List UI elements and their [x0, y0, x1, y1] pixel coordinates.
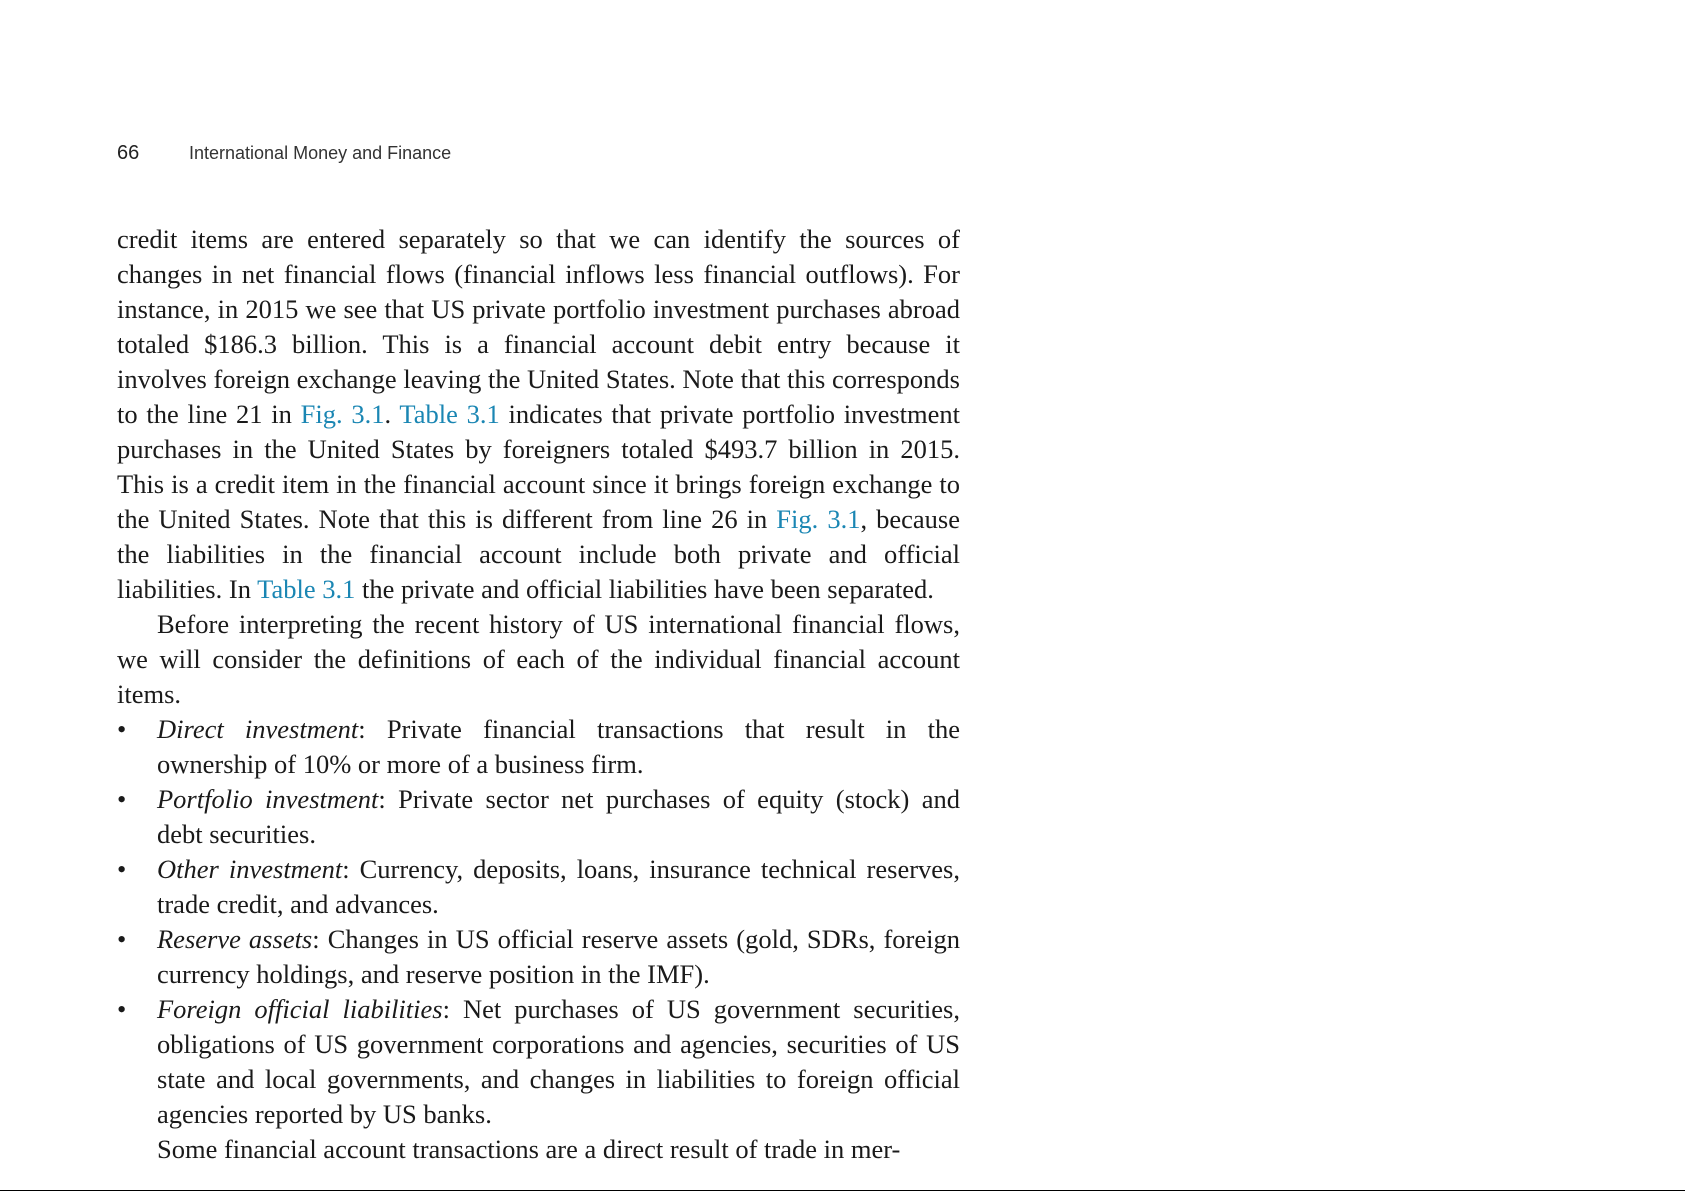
- running-title: International Money and Finance: [189, 143, 452, 163]
- paragraph-text: , because the liabilities in the financial account include both private and official liabilities. In: [117, 504, 960, 604]
- list-item: [117, 782, 960, 852]
- paragraph-text: credit items are entered separately so that we can identify the sources of changes in net financial flows (financial inflows less financial outflows). For instance, in 2015 we see that US private portfolio investment purchases abroad totaled $186.3 billion. This is a financial account debit entry because it involves foreign exchange leaving the United States. Note that this corresponds to the line 21 in: [117, 224, 960, 429]
- body-text: [117, 222, 960, 1167]
- paragraph-text: the private and official liabilities have been separated.: [355, 574, 934, 604]
- paragraph-text: .: [384, 399, 400, 429]
- paragraph-text: indicates that private portfolio investment purchases in the United States by foreigners totaled $493.7 billion in 2015. This is a credit item in the financial account since it brings foreign exchange to the United States. Note that this is different from line 26 in: [117, 399, 960, 534]
- definition-term: Portfolio investment: [157, 784, 379, 814]
- bullet-icon: •: [117, 924, 127, 954]
- definition-term: Other investment: [157, 854, 343, 884]
- list-item: [117, 992, 960, 1132]
- definition-term: Direct investment: [157, 714, 359, 744]
- table-3-1-link[interactable]: Table 3.1: [399, 399, 500, 429]
- bullet-icon: •: [117, 784, 127, 814]
- definition-text: : Changes in US official reserve assets (gold, SDRs, foreign currency holdings, and reserve position in the IMF).: [157, 924, 960, 989]
- fig-3-1-link[interactable]: Fig. 3.1: [300, 399, 385, 429]
- definition-text: : Private sector net purchases of equity (stock) and debt securities.: [157, 784, 960, 849]
- list-item: [117, 712, 960, 782]
- bullet-icon: •: [117, 994, 127, 1024]
- definitions-list: [117, 712, 960, 1132]
- definition-term: Reserve assets: [157, 924, 313, 954]
- definition-text: : Net purchases of US government securities, obligations of US government corporations and agencies, securities of US state and local governments, and changes in liabilities to foreign official agencies reported by US banks.: [157, 994, 960, 1129]
- bullet-icon: •: [117, 714, 127, 744]
- definition-text: : Private financial transactions that result in the ownership of 10% or more of a business firm.: [157, 714, 960, 779]
- table-3-1-link[interactable]: Table 3.1: [257, 574, 356, 604]
- page-number: 66: [117, 142, 140, 164]
- paragraph-definitions-intro: Before interpreting the recent history of US international financial flows, we will consider the definitions of each of the individual financial account items.: [117, 609, 960, 709]
- list-item: [117, 922, 960, 992]
- running-header: [117, 142, 451, 170]
- paragraph-financial-account: [117, 222, 960, 607]
- definition-term: Foreign official liabilities: [157, 994, 443, 1024]
- list-item: [117, 852, 960, 922]
- bullet-icon: •: [117, 854, 127, 884]
- paragraph-trade-transactions: Some financial account transactions are a direct result of trade in mer-: [157, 1134, 901, 1164]
- definition-text: : Currency, deposits, loans, insurance technical reserves, trade credit, and advances.: [157, 854, 960, 919]
- fig-3-1-link[interactable]: Fig. 3.1: [776, 504, 861, 534]
